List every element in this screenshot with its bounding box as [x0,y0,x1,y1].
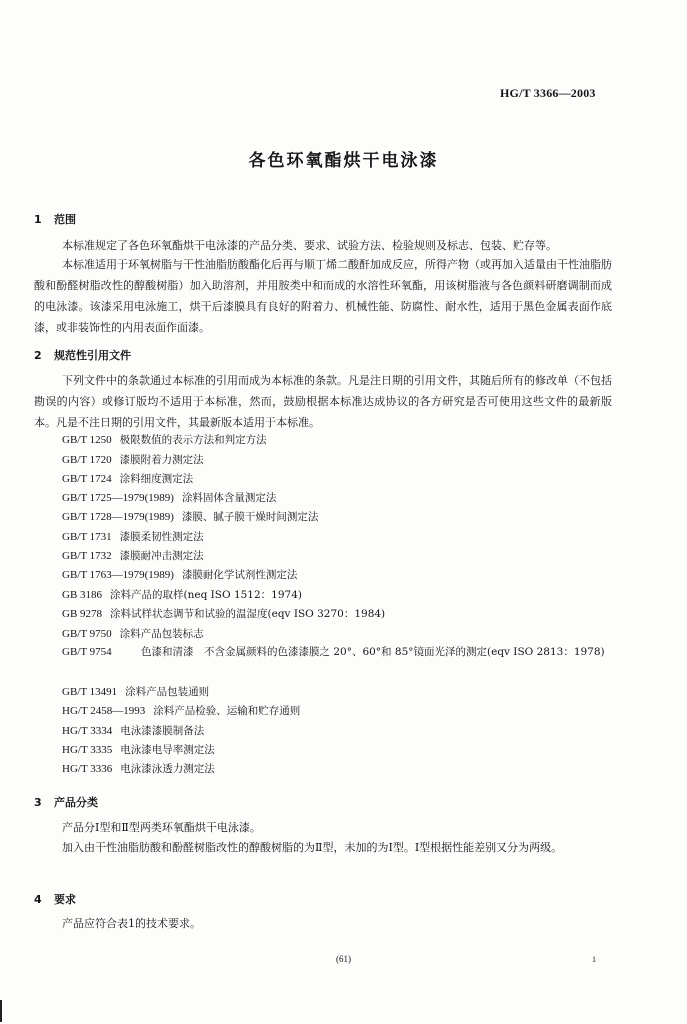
section-heading-scope [34,211,76,227]
paragraph: 产品分Ⅰ型和Ⅱ型两类环氧酯烘干电泳漆。 [62,821,261,834]
paragraph: 本标准适用于环氧树脂与干性油脂肪酸酯化后再与顺丁烯二酸酐加成反应，所得产物（或再加入适量由干性油脂肪酸和酚醛树脂改性的醇酸树脂）加入助溶剂，并用胺类中和而成的水溶性环氧酯，用该树脂液与各色颜料研磨调制而成的电泳漆。该漆采用电泳施工，烘干后漆膜具有良好的附着力、机械性能、防腐性、耐水性，适用于黑色金属表面作底漆，或非装饰性的内用表面作面漆。 [34,258,612,334]
reference-entry [62,548,614,563]
reference-title: 电泳漆电导率测定法 [120,744,215,756]
section-title: 产品分类 [54,796,98,809]
reference-code: GB/T 1720 [62,454,112,466]
reference-entry [62,452,614,467]
reference-code: GB/T 1725—1979(1989) [62,492,174,504]
reference-code: HG/T 2458—1993 [62,705,146,717]
reference-title: 涂料细度测定法 [119,473,194,485]
paragraph: 产品应符合表1的技术要求。 [62,917,201,930]
section-number: 2 [34,349,42,362]
section-number: 3 [34,796,42,809]
reference-entry [62,529,614,544]
section-title: 范围 [54,213,76,226]
section-title: 要求 [54,893,76,906]
reference-entry [62,471,614,486]
reference-title: 涂料试样状态调节和试验的温湿度(eqv ISO 3270：1984) [110,608,386,620]
reference-title: 涂料固体含量测定法 [181,492,277,504]
section-number: 1 [34,213,42,226]
reference-title: 漆膜、腻子膜干燥时间测定法 [181,511,319,523]
reference-code: GB/T 1763—1979(1989) [62,569,174,581]
standard-code: HG/T 3366—2003 [500,86,596,100]
section-heading-classification [34,794,98,810]
reference-code: GB 9278 [62,608,103,620]
reference-title: 涂料产品检验、运输和贮存通则 [153,705,301,717]
reference-code: GB/T 1728—1979(1989) [62,511,174,523]
reference-title: 电泳漆漆膜制备法 [120,725,205,737]
paragraph: 本标准规定了各色环氧酯烘干电泳漆的产品分类、要求、试验方法、检验规则及标志、包装、贮存等。 [62,239,557,252]
reference-code: HG/T 3336 [62,763,113,775]
reference-entry [62,703,614,718]
reference-code: GB/T 9750 [62,628,112,640]
section-number: 4 [34,893,42,906]
reference-code: GB 3186 [62,589,103,601]
reference-title: 色漆和清漆 不含金属颜料的色漆漆膜之 20°、60°和 85°镜面光泽的测定(eqv ISO 2813：1978) [141,646,605,658]
binding-edge-mark [0,1000,2,1022]
reference-code: GB/T 1250 [62,434,112,446]
reference-code: GB/T 1731 [62,531,112,543]
reference-title: 漆膜柔韧性测定法 [119,531,204,543]
reference-title: 极限数值的表示方法和判定方法 [119,434,267,446]
reference-code: GB/T 13491 [62,686,118,698]
paragraph: 加入由干性油脂肪酸和酚醛树脂改性的醇酸树脂的为Ⅱ型，未加的为Ⅰ型。Ⅰ型根据性能差别又分为两级。 [62,841,563,854]
reference-title: 漆膜耐化学试剂性测定法 [181,569,298,581]
reference-entry [62,723,614,738]
section-title: 规范性引用文件 [54,349,131,362]
reference-title: 涂料产品包装通则 [125,686,210,698]
reference-title: 电泳漆泳透力测定法 [120,763,215,775]
reference-title: 漆膜耐冲击测定法 [119,550,204,562]
section-heading-requirements [34,891,76,907]
reference-code: HG/T 3335 [62,744,113,756]
reference-entry [62,587,614,602]
reference-entry [62,642,614,662]
reference-title: 涂料产品包装标志 [119,628,204,640]
reference-entry [62,606,614,621]
section-heading-normative-refs [34,347,131,363]
reference-entry [62,761,614,776]
reference-code: GB/T 9754 [62,646,112,658]
reference-title: 涂料产品的取样(neq ISO 1512：1974) [110,589,302,601]
reference-code: GB/T 1732 [62,550,112,562]
reference-entry [62,509,614,524]
reference-entry [62,684,614,699]
corner-mark: 1 [592,955,596,964]
reference-entry [62,567,614,582]
paragraph: 下列文件中的条款通过本标准的引用而成为本标准的条款。凡是注日期的引用文件，其随后所有的修改单（不包括勘误的内容）或修订版均不适用于本标准，然而，鼓励根据本标准达成协议的各方研究是否可使用这些文件的最新版本。凡是不注日期的引用文件，其最新版本适用于本标准。 [34,374,612,429]
reference-code: GB/T 1724 [62,473,112,485]
reference-title: 漆膜附着力测定法 [119,454,204,466]
reference-entry [62,742,614,757]
reference-entry [62,490,614,505]
page-number: (61) [336,954,351,964]
reference-code: HG/T 3334 [62,725,113,737]
reference-entry [62,626,614,641]
reference-entry [62,432,614,447]
document-title: 各色环氧酯烘干电泳漆 [248,151,439,171]
